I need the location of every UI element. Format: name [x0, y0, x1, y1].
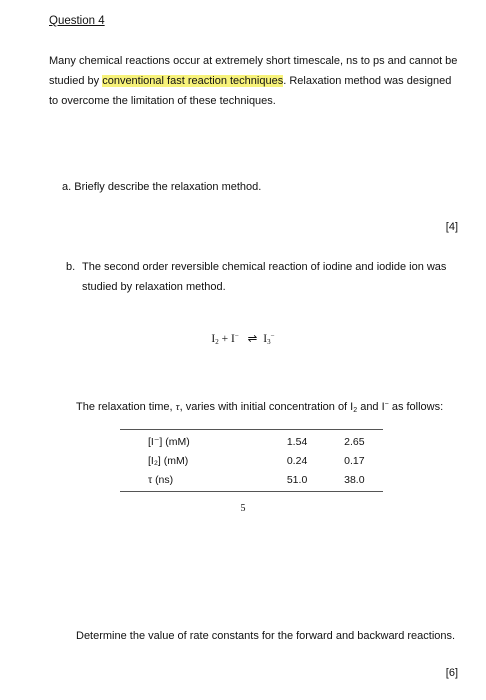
eq-iodine: I [211, 333, 216, 345]
row-value-1: 1.54 [268, 430, 325, 452]
row-value-2: 38.0 [326, 470, 383, 492]
row-value-2: 0.17 [344, 454, 365, 467]
eq-iodide-charge: − [234, 332, 239, 340]
part-a-question: a. Briefly describe the relaxation method. [62, 181, 262, 193]
table-row [120, 430, 383, 452]
row-label: [I₂] (mM) [148, 454, 189, 467]
highlighted-phrase: conventional fast reaction techniques [102, 75, 284, 87]
part-b-text: The second order reversible chemical reaction of iodine and iodide ion was studied by relaxation method. [82, 261, 447, 293]
reaction-equation [0, 331, 486, 346]
table-row [120, 470, 383, 492]
part-b-question [66, 257, 461, 297]
eq-plus: + [218, 333, 231, 345]
intro-text-before: Many chemical reactions occur at extremely short timescale, ns to ps and cannot be studied by [49, 55, 458, 87]
rel-text-mid: , varies with initial concentration of I [179, 401, 354, 413]
rel-superscript: − [384, 401, 389, 408]
eq-iodine-subscript: 2 [215, 338, 219, 346]
part-a-marks: [4] [445, 221, 458, 233]
table-row [120, 451, 383, 470]
intro-paragraph [49, 51, 459, 111]
row-value-2: 2.65 [326, 430, 383, 452]
rel-subscript: 2 [353, 407, 358, 414]
eq-triiodide-charge: − [270, 332, 275, 340]
determine-question: Determine the value of rate constants for the forward and backward reactions. [76, 630, 456, 642]
eq-equilibrium-arrow: ⇌ [247, 333, 258, 345]
relaxation-sentence [76, 401, 443, 414]
rel-text-and: and I [357, 401, 385, 413]
question-title: Question 4 [49, 15, 105, 27]
eq-iodide: I [230, 333, 235, 345]
eq-triiodide-subscript: 3 [267, 338, 271, 346]
intro-text-after: . Relaxation method was designed to overcome the limitation of these techniques. [49, 75, 452, 107]
determine-marks: [6] [445, 667, 458, 679]
page-number: 5 [240, 503, 246, 514]
rel-text-pre: The relaxation time, [76, 401, 176, 413]
row-label: [I⁻] (mM) [120, 430, 268, 452]
row-value-1: 51.0 [268, 470, 325, 492]
rel-tau: τ [175, 401, 180, 413]
row-label: τ (ns) [120, 470, 268, 492]
part-b-label: b. [66, 261, 76, 273]
eq-triiodide: I [263, 333, 268, 345]
concentration-table [120, 429, 383, 492]
rel-text-post: as follows: [388, 401, 444, 413]
row-value-1: 0.24 [286, 454, 308, 467]
